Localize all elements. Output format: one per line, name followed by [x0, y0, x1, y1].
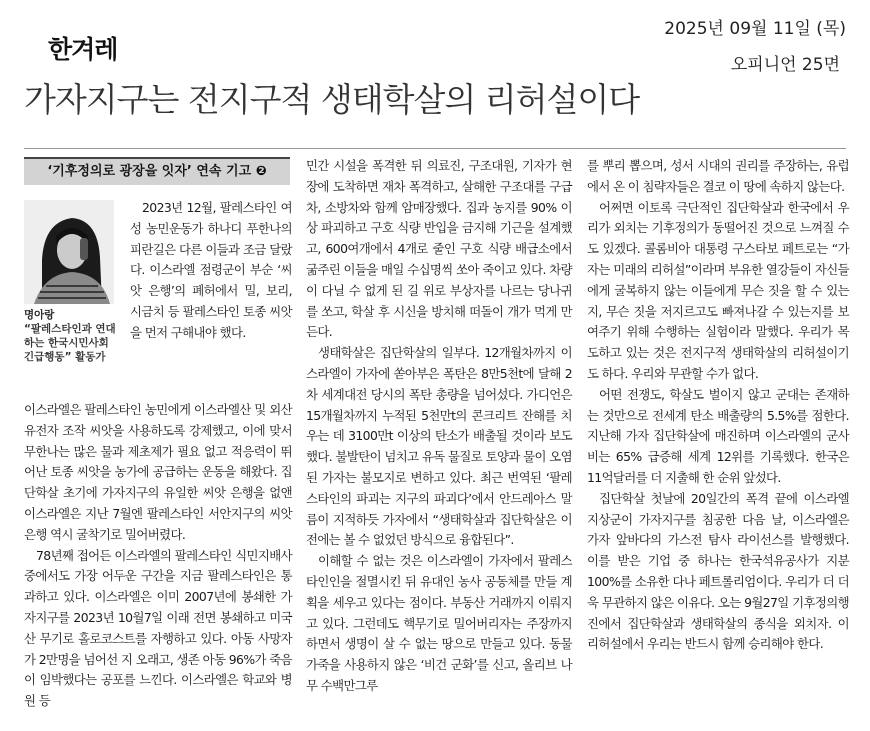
issue-date: 2025년 09월 11일 (목) [664, 19, 846, 39]
series-banner: ‘기후정의로 광장을 잇자’ 연속 기고 ❷ [24, 157, 290, 185]
column-2 [306, 156, 572, 697]
paragraph: 2023년 12월, 팔레스타인 여성 농민운동가 하나디 푸한나의 피란길은 다른 이들과 조금 달랐다. 이스라엘 점령군이 부순 ‘씨앗 은행’의 폐허에서 밀, 보리, 시금치 등 팔레스타인 토종 씨앗을 먼저 구해내야 했다. [130, 200, 292, 340]
paragraph: 이스라엘은 팔레스타인 농민에게 이스라엘산 및 외산 유전자 조작 씨앗을 사용하도록 강제했고, 이에 맞서 무한나는 많은 물과 제초제가 필요 없고 적응력이 뛰어난 토종 씨앗을 농가에 공급하는 운동을 해왔다. 집단학살 초기에 가자지구의 유일한 씨앗 은행을 없앤 이스라엘은 지난 7월엔 팔레스타인 서안지구의 씨앗 은행 역시 굴착기로 밀어버렸다. [24, 402, 292, 542]
author-byline [24, 308, 116, 364]
column-1-top [130, 198, 292, 344]
paragraph: 이해할 수 없는 것은 이스라엘이 가자에서 팔레스타인인을 절멸시킨 뒤 유대인 농사 공동체를 만들 계획을 세우고 있다는 점이다. 부동산 거래까지 이뤄지고 있다. 그런데도 핵무기로 밀어버리자는 주장까지 하면서 생명이 살 수 없는 땅으로 만들고 있다. 동물 가죽을 사용하지 않은 ‘비건 군화’를 신고, 올리브 나무 수백만그루 [306, 553, 572, 693]
paragraph: 78년째 접어든 이스라엘의 팔레스타인 식민지배사 중에서도 가장 어두운 구간을 지금 팔레스타인은 통과하고 있다. 이스라엘은 이미 2007년에 봉쇄한 가자지구를 2023년 10월7일 이래 전면 봉쇄하고 미국산 무기로 홀로코스트를 자행하고 있다. 아동 사망자가 2만명을 넘어선 지 오래고, 생존 아동 96%가 죽음이 임박했다는 공포를 느낀다. 이스라엘은 학교와 병원 등 [24, 547, 292, 709]
paragraph: 어떤 전쟁도, 학살도 벌이지 않고 군대는 존재하는 것만으로 전세계 탄소 배출량의 5.5%를 점한다. 지난해 가자 집단학살에 매진하며 이스라엘의 군사비는 65% 급증해 세계 12위를 기록했다. 한국은 11억달러를 더 지출해 한 순위 앞섰다. [587, 386, 849, 485]
paragraph: 생태학살은 집단학살의 일부다. 12개월차까지 이스라엘이 가자에 쏟아부은 폭탄은 8만5천t에 달해 2차 세계대전 당시의 폭탄 총량을 넘어섰다. 가디언은 15개월차까지 누적된 5천만t의 콘크리트 잔해를 치우는 데 3100만t 이상의 탄소가 배출될 것이라 보도했다. 불발탄이 넘치고 유독 물질로 토양과 물이 오염된 가자는 불모지로 변하고 있다. 최근 번역된 ‘팔레스타인의 파괴는 지구의 파괴다’에서 안드레아스 말름이 지적하듯 가자에서 “생태학살과 집단학살은 이전에는 볼 수 없었던 방식으로 융합된다”. [306, 345, 572, 548]
column-3 [587, 156, 849, 655]
paragraph: 어쩌면 이토록 극단적인 집단학살과 한국에서 우리가 외치는 기후정의가 동떨어진 것으로 느껴질 수도 있겠다. 콜롬비아 대통령 구스타보 페트로는 “가자는 미래의 리허설”이라며 부유한 열강들이 자신들에게 굴복하지 않는 이들에게 무슨 짓을 할 수 있는지, 무슨 짓을 저지르고도 빠져나갈 수 있는지를 보여주기 위해 수행하는 실험이라 말했다. 우리가 목도하고 있는 것은 전지구적 생태학살의 리허설이기도 하다. 우리와 무관할 수가 없다. [587, 199, 849, 381]
author-name: 명아랑 [24, 309, 55, 321]
paragraph: 민간 시설을 폭격한 뒤 의료진, 구조대원, 기자가 현장에 도착하면 재차 폭격하고, 살해한 구조대를 구급차, 소방차와 함께 암매장했다. 집과 농지를 90% 이상 파괴하고 구호 식량 반입을 금지해 기근을 설계했고, 600여개에서 4개로 줄인 구호 식량 배급소에서 굶주린 이들을 매일 수십명씩 쏘아 죽이고 있다. 차량이 다닐 수 없게 된 길 위로 부상자를 나르는 당나귀를 쏘고, 학살 후 시신을 방치해 떠돌이 개가 먹게 만든다. [306, 158, 572, 340]
paragraph: 집단학살 첫날에 20일간의 폭격 끝에 이스라엘 지상군이 가자지구를 침공한 다음 날, 이스라엘은 가자 앞바다의 가스전 탐사 라이선스를 발행했다. 이를 받은 기업 중 하나는 한국석유공사가 지분 100%를 소유한 다나 페트롤리엄이다. 우리가 더 더욱 무관하지 않은 이유다. 오는 9월27일 기후정의행진에서 집단학살과 생태학살의 종식을 외치자. 이 리허설에서 우리는 반드시 함께 승리해야 한다. [587, 490, 849, 652]
article-headline: 가자지구는 전지구적 생태학살의 리허설이다 [24, 80, 640, 119]
newspaper-logo: 한겨레 [48, 35, 118, 64]
paragraph: 를 뿌리 뽑으며, 성서 시대의 권리를 주장하는, 유럽에서 온 이 침략자들은 결코 이 땅에 속하지 않는다. [587, 158, 849, 194]
column-1 [24, 400, 292, 712]
section-page: 오피니언 25면 [730, 55, 840, 75]
author-affiliation: “팔레스타인과 연대하는 한국시민사회긴급행동” 활동가 [24, 323, 116, 363]
headline-divider [24, 148, 846, 149]
author-photo [24, 200, 114, 304]
